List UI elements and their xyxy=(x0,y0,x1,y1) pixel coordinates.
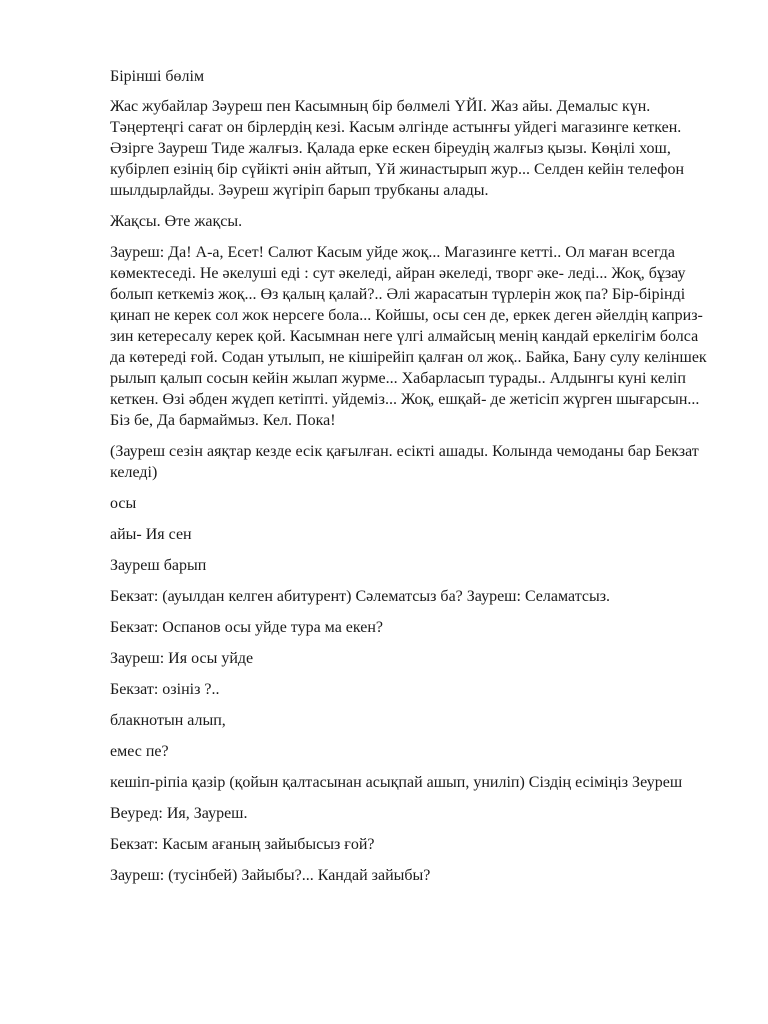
paragraph-dialogue: Веуред: Ия, Зауреш. xyxy=(110,805,248,822)
paragraph-dialogue: Зауреш: Ия осы уйде xyxy=(110,650,254,667)
document-page xyxy=(110,66,710,896)
paragraph: осы xyxy=(110,495,137,512)
paragraph-dialogue: Бекзат: Касым ағаның зайыбысыз ғой? xyxy=(110,836,375,853)
paragraph-dialogue: Зауреш: Да! А-а, Есет! Салют Касым уйде жоқ... Магазинге кетті.. Ол маған всегда көмектеседі. Не әкелуші еді : сут әкеледі, айран әкеледі, творг әке- леді... Жоқ, бұзау болып кеткеміз жоқ... Өз қалың қалай?.. Әлі жарасатын түрлерін жоқ па? Бір-бірінді қинап не керек сол жок нерсеге бола... Койшы, осы сен де, еркек деген әйелдің каприз- зин кетересалу керек қой. Касымнан неге үлгі алмайсың менің кандай еркелігім болса да көтереді ғой. Содан утылып, не кішірейіп қалған ол жоқ.. Байка, Бану сулу келіншек рылып қалып сосын кейін жылап журме... Хабарласып турады.. Алдынгы куні келіп кеткен. Өзі әбден жүдеп кетіпті. уйдеміз... Жоқ, ешқай- де жетісіп жүрген шығарсын... Біз бе, Да бармаймыз. Кел. Пока! xyxy=(110,244,707,429)
paragraph: Жақсы. Өте жақсы. xyxy=(110,213,243,230)
paragraph-dialogue: Бекзат: (ауылдан келген абитурент) Сәлематсыз ба? Зауреш: Селаматсыз. xyxy=(110,588,611,605)
paragraph-stage-direction: (Зауреш сезін аяқтар кезде есік қағылған. есікті ашады. Колында чемоданы бар Бекзат келеді) xyxy=(110,443,699,481)
paragraph: емес пе? xyxy=(110,743,169,760)
paragraph: блакнотын алып, xyxy=(110,712,226,729)
paragraph: кешіп-ріпіа қазір (қойын қалтасынан асықпай ашып, униліп) Сіздің есіміңіз Зеуреш xyxy=(110,774,683,791)
paragraph-dialogue: Бекзат: Оспанов осы уйде тура ма екен? xyxy=(110,619,384,636)
section-title: Бірінші бөлім xyxy=(110,68,205,85)
paragraph-dialogue: Зауреш: (тусінбей) Зайыбы?... Кандай зайыбы? xyxy=(110,867,431,884)
paragraph: айы- Ия сен xyxy=(110,526,192,543)
paragraph: Зауреш барып xyxy=(110,557,207,574)
paragraph-dialogue: Бекзат: озініз ?.. xyxy=(110,681,220,698)
paragraph-intro: Жас жубайлар Зәуреш пен Касымның бір бөлмелі ҮЙІ. Жаз айы. Демалыс күн. Тәңертеңгі сағат он бірлердің кезі. Касым әлгінде астынғы уйдегі магазинге кеткен. Әзірге Зауреш Тиде жалғыз. Қалада ерке ескен біреудің жалғыз қызы. Көңілі хош, кубірлеп езінің бір сүйікті әнін айтып, Үй жинастырып жур... Селден кейін телефон шылдырлайды. Зәуреш жүгіріп барып трубканы алады. xyxy=(110,98,685,199)
